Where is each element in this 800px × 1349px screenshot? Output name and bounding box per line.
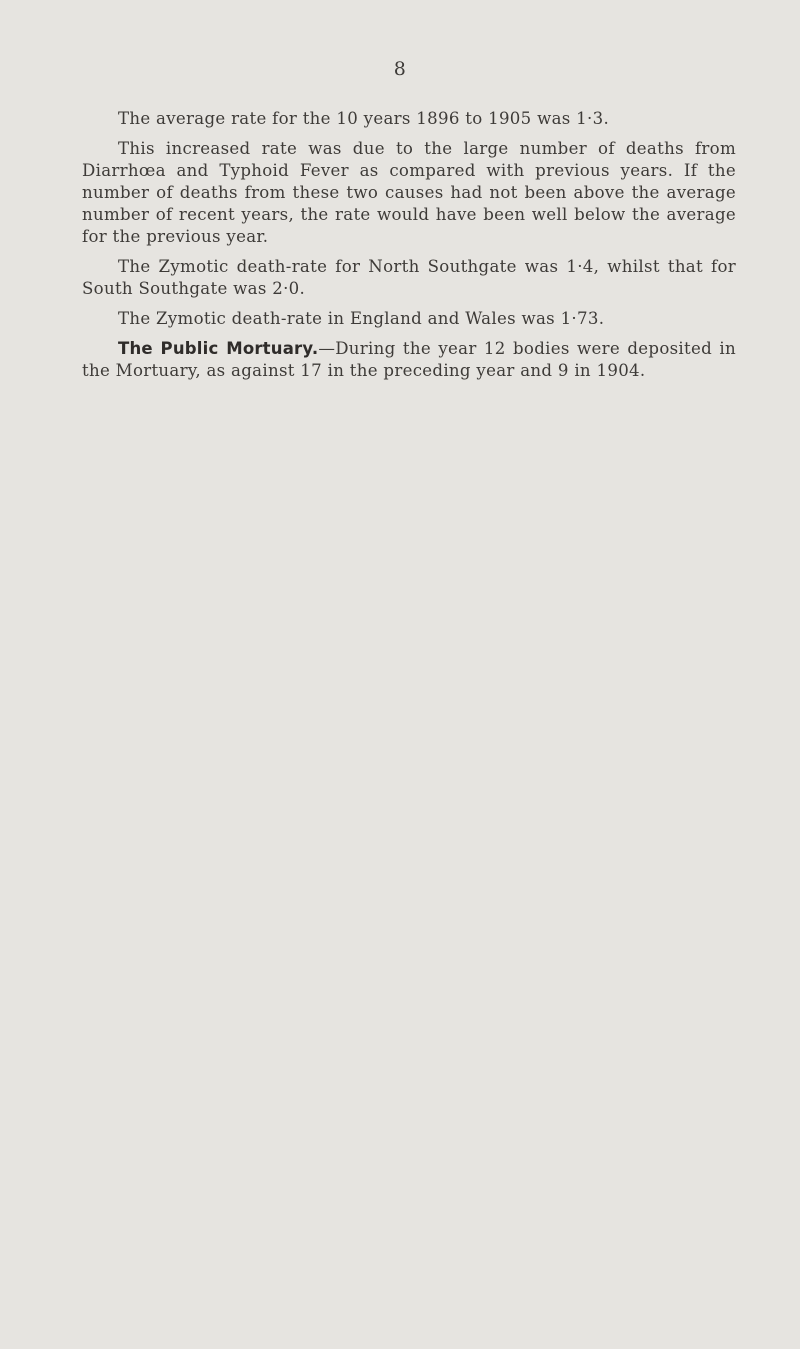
paragraph-average-rate: The average rate for the 10 years 1896 to 1905 was 1·3. (118, 109, 610, 128)
page-number: 8 (393, 58, 407, 80)
body-text (82, 108, 736, 390)
paragraph-zymotic-southgate: The Zymotic death-rate for North Southgate was 1·4, whilst that for South Southgate was 2·0. (82, 257, 736, 298)
paragraph-zymotic-england-wales: The Zymotic death-rate in England and Wales was 1·73. (118, 309, 605, 328)
section-heading-public-mortuary: The Public Mortuary. (118, 339, 319, 358)
paragraph-increased-rate: This increased rate was due to the large number of deaths from Diarrhœa and Typhoid Fever as compared with previous years. If the number of deaths from these two causes had not been above the average number of recent years, the rate would have been well below the average for the previous year. (82, 139, 736, 246)
paragraph-public-mortuary (82, 338, 736, 382)
paragraph-public-mortuary-text: —During the year 12 bodies were deposited in the Mortuary, as against 17 in the preceding year and 9 in 1904. (82, 339, 737, 380)
